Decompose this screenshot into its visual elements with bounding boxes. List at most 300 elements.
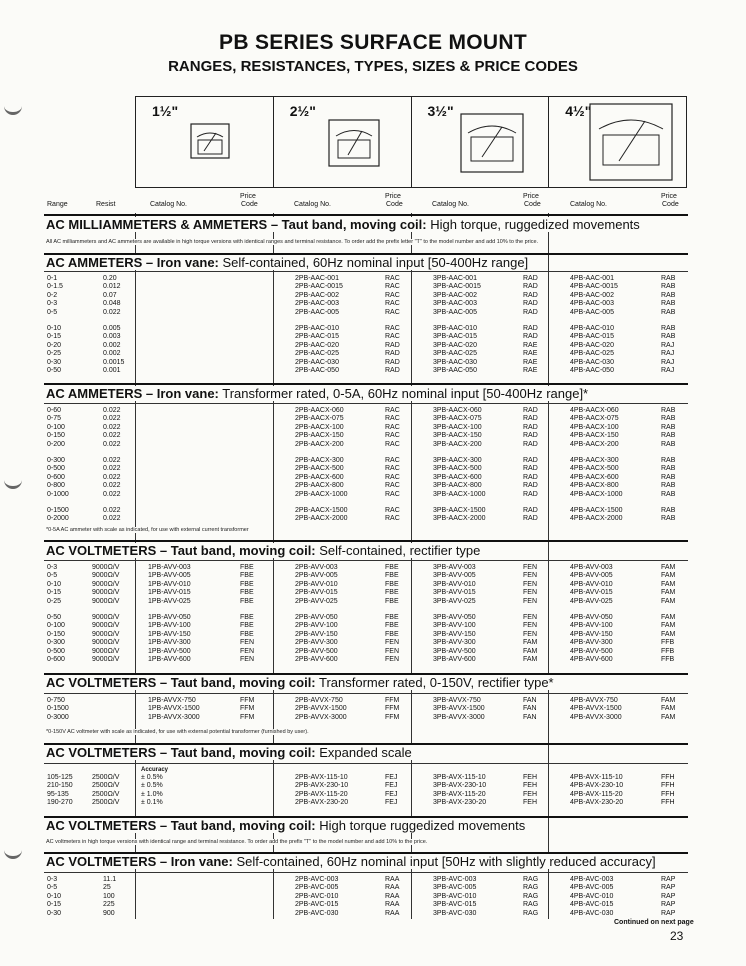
section-note: All AC milliammeters and AC ammeters are available in high torque versions with identical ranges and terminal resistance. To order add the prefix letter "T" to the model number and add 10% to the price. — [46, 239, 542, 245]
catalog-cell: 4PB-AACX-075 — [570, 415, 619, 423]
price-code-cell: FEH — [523, 774, 537, 781]
range-cell: 0-3 — [47, 876, 58, 883]
price-code-cell: RAC — [385, 407, 400, 414]
col-code: Code — [241, 201, 258, 208]
catalog-cell: 1PB-AVV-025 — [148, 597, 191, 605]
catalog-cell: 1PB-AVVX-750 — [148, 697, 196, 704]
catalog-cell: 3PB-AACX-2000 — [433, 515, 486, 523]
price-code-cell: FAN — [523, 705, 537, 713]
section-heading-bold: AC VOLTMETERS – Taut band, moving coil: — [46, 745, 316, 760]
resist-cell: 9000Ω/V — [92, 622, 120, 630]
size-cell — [411, 97, 549, 187]
binder-hole — [4, 842, 22, 859]
price-code-cell: RAD — [523, 275, 538, 282]
resist-cell: 9000Ω/V — [92, 614, 120, 621]
section-heading — [46, 675, 558, 690]
price-code-cell: RAD — [523, 473, 538, 481]
catalog-cell: 3PB-AVX-230-20 — [433, 799, 487, 807]
price-code-cell: RAD — [523, 423, 538, 431]
range-cell: 0-15 — [47, 589, 62, 597]
price-code-cell: FAN — [523, 697, 537, 704]
price-code-cell: FEN — [240, 656, 254, 663]
resist-cell: 0.022 — [103, 457, 121, 464]
catalog-cell: 4PB-AVC-030 — [570, 909, 614, 917]
size-label: 2½" — [289, 103, 316, 119]
col-resist: Resist — [96, 201, 116, 208]
range-cell: 0-500 — [47, 465, 65, 473]
price-code-cell: FAM — [523, 639, 538, 647]
range-cell: 0-60 — [47, 407, 62, 414]
resist-cell: 11.1 — [103, 876, 117, 883]
price-code-cell: FBE — [385, 597, 399, 605]
price-code-cell: FFB — [661, 647, 675, 655]
size-cell — [136, 97, 273, 187]
range-cell: 0-50 — [47, 367, 62, 374]
page-number: 23 — [670, 929, 684, 943]
catalog-cell: 3PB-AVC-005 — [433, 884, 477, 892]
catalog-cell: 3PB-AVV-015 — [433, 589, 476, 597]
price-code-cell: RAB — [661, 415, 676, 423]
catalog-cell: 4PB-AACX-800 — [570, 482, 619, 490]
price-code-cell: RAC — [385, 490, 400, 498]
catalog-cell: 3PB-AAC-030 — [433, 358, 477, 366]
resist-cell: 100 — [103, 892, 115, 900]
resist-cell: 0.022 — [103, 415, 121, 423]
catalog-cell: 2PB-AACX-060 — [295, 407, 344, 414]
price-code-cell: RAB — [661, 482, 676, 490]
price-code-cell: RAP — [661, 884, 676, 892]
price-code-cell: FBE — [240, 597, 254, 605]
price-code-cell: RAA — [385, 909, 400, 917]
price-code-cell: RAP — [661, 901, 676, 909]
catalog-cell: 2PB-AAC-050 — [295, 367, 339, 374]
column-divider — [411, 213, 412, 919]
resist-cell: 0.20 — [103, 275, 117, 282]
resist-cell: 9000Ω/V — [92, 639, 120, 647]
resist-cell: 2500Ω/V — [92, 799, 120, 807]
price-code-cell: FEN — [523, 580, 537, 588]
page-title: PB SERIES SURFACE MOUNT — [219, 31, 527, 54]
price-code-cell: FEH — [523, 799, 537, 807]
catalog-cell: 2PB-AVVX-3000 — [295, 713, 347, 721]
price-code-cell: FBE — [385, 564, 399, 571]
price-code-cell: RAD — [523, 507, 538, 514]
catalog-cell: 3PB-AAC-025 — [433, 350, 477, 358]
price-code-cell: FFH — [661, 782, 675, 790]
catalog-cell: 3PB-AVC-030 — [433, 909, 477, 917]
catalog-cell: 2PB-AVV-015 — [295, 589, 338, 597]
catalog-cell: 3PB-AVV-150 — [433, 630, 476, 638]
price-code-cell: RAD — [523, 440, 538, 448]
catalog-cell: 4PB-AVX-115-20 — [570, 790, 623, 798]
catalog-cell: 3PB-AVV-300 — [433, 639, 476, 647]
resist-cell: 0.002 — [103, 341, 121, 349]
binder-hole — [4, 472, 22, 489]
price-code-cell: FFM — [385, 713, 400, 721]
catalog-cell: 2PB-AAC-010 — [295, 325, 339, 332]
catalog-cell: 2PB-AVX-230-20 — [295, 799, 349, 807]
price-code-cell: RAB — [661, 507, 676, 514]
catalog-cell: 4PB-AAC-020 — [570, 341, 614, 349]
catalog-cell: 4PB-AVV-100 — [570, 622, 613, 630]
range-cell: 0-800 — [47, 482, 65, 490]
column-divider — [548, 213, 549, 919]
price-code-cell: RAC — [385, 440, 400, 448]
section-heading-rest: Expanded scale — [315, 745, 412, 760]
range-cell: 0-3 — [47, 300, 58, 308]
price-code-cell: RAB — [661, 325, 676, 332]
price-code-cell: RAJ — [661, 358, 675, 366]
resist-cell: 0.048 — [103, 300, 121, 308]
catalog-cell: 2PB-AVVX-750 — [295, 697, 343, 704]
range-cell: 0-5 — [47, 884, 58, 892]
resist-cell: 0.002 — [103, 350, 121, 358]
catalog-cell: 3PB-AACX-150 — [433, 432, 482, 440]
price-code-cell: RAC — [385, 465, 400, 473]
catalog-cell: 4PB-AVV-500 — [570, 647, 613, 655]
col-code: Code — [386, 201, 403, 208]
range-cell: 0-3 — [47, 564, 58, 571]
catalog-cell: 2PB-AVV-003 — [295, 564, 338, 571]
price-code-cell: RAC — [385, 457, 400, 464]
range-cell: 0-10 — [47, 325, 62, 332]
section-heading — [46, 386, 592, 401]
resist-cell: 2500Ω/V — [92, 790, 120, 798]
price-code-cell: FEJ — [385, 782, 398, 790]
catalog-cell: 2PB-AVC-005 — [295, 884, 339, 892]
catalog-cell: 2PB-AACX-150 — [295, 432, 344, 440]
resist-cell: 2500Ω/V — [92, 782, 120, 790]
range-cell: 0-75 — [47, 415, 62, 423]
price-code-cell: RAB — [661, 423, 676, 431]
continued-note: Continued on next page — [614, 919, 694, 926]
price-code-cell: RAP — [661, 876, 676, 883]
catalog-cell: 4PB-AAC-030 — [570, 358, 614, 366]
catalog-cell: 3PB-AVV-010 — [433, 580, 476, 588]
section-heading-rest: High torque ruggedized movements — [315, 818, 526, 833]
catalog-cell: 1PB-AVV-600 — [148, 656, 191, 663]
catalog-cell: 3PB-AVV-025 — [433, 597, 476, 605]
price-code-cell: RAA — [385, 901, 400, 909]
resist-cell: 0.022 — [103, 440, 121, 448]
catalog-cell: 2PB-AVV-300 — [295, 639, 338, 647]
catalog-cell: 3PB-AAC-050 — [433, 367, 477, 374]
price-code-cell: RAD — [385, 367, 400, 374]
price-code-cell: FAM — [661, 713, 676, 721]
range-cell: 0-3000 — [47, 713, 69, 721]
catalog-cell: 4PB-AVV-005 — [570, 572, 613, 580]
col-code: Code — [524, 201, 541, 208]
catalog-cell: 2PB-AVV-025 — [295, 597, 338, 605]
price-code-cell: FAM — [661, 705, 676, 713]
catalog-cell: 2PB-AVX-115-10 — [295, 774, 348, 781]
catalog-cell: 2PB-AAC-003 — [295, 300, 339, 308]
catalog-cell: 4PB-AAC-001 — [570, 275, 614, 282]
range-cell: 0-300 — [47, 457, 65, 464]
price-code-cell: FFM — [385, 697, 400, 704]
catalog-cell: 2PB-AAC-0015 — [295, 283, 343, 291]
catalog-cell: 3PB-AVX-115-20 — [433, 790, 486, 798]
section-note: *0-5A AC ammeter with scale as indicated, for use with external current transformer — [46, 527, 253, 533]
col-catalog: Catalog No. — [570, 201, 607, 208]
price-code-cell: RAP — [661, 909, 676, 917]
price-code-cell: RAD — [523, 415, 538, 423]
section-heading-rest: Self-contained, rectifier type — [315, 543, 481, 558]
price-code-cell: FEJ — [385, 799, 398, 807]
catalog-cell: 1PB-AVV-100 — [148, 622, 191, 630]
range-cell: 0-15 — [47, 901, 62, 909]
col-catalog: Catalog No. — [294, 201, 331, 208]
resist-cell: 0.005 — [103, 325, 121, 332]
price-code-cell: RAC — [385, 415, 400, 423]
catalog-cell: 3PB-AVX-115-10 — [433, 774, 486, 781]
section-heading-bold: AC VOLTMETERS – Taut band, moving coil: — [46, 675, 316, 690]
catalog-cell: 2PB-AACX-075 — [295, 415, 344, 423]
price-code-cell: RAC — [385, 507, 400, 514]
price-code-cell: FBE — [385, 589, 399, 597]
price-code-cell: FAM — [523, 647, 538, 655]
price-code-cell: FAM — [523, 656, 538, 663]
price-code-cell: RAB — [661, 308, 676, 316]
binder-hole — [4, 98, 22, 115]
catalog-cell: 4PB-AVVX-750 — [570, 697, 618, 704]
section-rule — [44, 763, 688, 764]
price-code-cell: RAD — [523, 482, 538, 490]
price-code-cell: FBE — [240, 580, 254, 588]
price-code-cell: FAM — [661, 572, 676, 580]
price-code-cell: RAD — [523, 291, 538, 299]
price-code-cell: RAD — [523, 490, 538, 498]
price-code-cell: FBE — [385, 614, 399, 621]
column-divider — [135, 213, 136, 919]
price-code-cell: RAC — [385, 515, 400, 523]
price-code-cell: RAG — [523, 884, 539, 892]
catalog-cell: 2PB-AAC-025 — [295, 350, 339, 358]
catalog-cell: 3PB-AVC-003 — [433, 876, 477, 883]
catalog-cell: 1PB-AVVX-1500 — [148, 705, 200, 713]
price-code-cell: RAG — [523, 909, 539, 917]
section-rule — [44, 271, 688, 272]
price-code-cell: FFH — [661, 799, 675, 807]
price-code-cell: FEH — [523, 782, 537, 790]
catalog-cell: 4PB-AACX-100 — [570, 423, 619, 431]
price-code-cell: RAB — [661, 300, 676, 308]
range-cell: 0-1500 — [47, 705, 69, 713]
price-code-cell: FEJ — [385, 790, 398, 798]
catalog-cell: 2PB-AVX-115-20 — [295, 790, 348, 798]
price-code-cell: RAB — [661, 291, 676, 299]
price-code-cell: FEN — [523, 572, 537, 580]
catalog-cell: 2PB-AVC-015 — [295, 901, 339, 909]
price-code-cell: RAC — [385, 482, 400, 490]
catalog-cell: 3PB-AAC-003 — [433, 300, 477, 308]
price-code-cell: FAM — [661, 597, 676, 605]
catalog-cell: 2PB-AACX-300 — [295, 457, 344, 464]
section-heading-rest: Self-contained, 60Hz nominal input [50-400Hz range] — [218, 255, 529, 270]
price-code-cell: RAD — [523, 457, 538, 464]
price-code-cell: FAM — [661, 614, 676, 621]
catalog-cell: 4PB-AVC-003 — [570, 876, 614, 883]
range-cell: 0-1000 — [47, 490, 69, 498]
range-cell: 105-125 — [47, 774, 73, 781]
price-code-cell: RAC — [385, 283, 400, 291]
price-code-cell: RAB — [661, 515, 676, 523]
section-heading-bold: AC AMMETERS – Iron vane: — [46, 255, 219, 270]
price-code-cell: FFB — [661, 656, 675, 663]
col-range: Range — [47, 201, 68, 208]
price-code-cell: FEN — [385, 656, 399, 663]
resist-cell: 0.07 — [103, 291, 117, 299]
catalog-cell: 2PB-AVV-010 — [295, 580, 338, 588]
catalog-cell: 1PB-AVV-050 — [148, 614, 191, 621]
range-cell: 0-1500 — [47, 507, 69, 514]
catalog-cell: 3PB-AVC-010 — [433, 892, 477, 900]
catalog-cell: 3PB-AACX-1500 — [433, 507, 486, 514]
price-code-cell: RAD — [523, 300, 538, 308]
catalog-cell: 3PB-AVV-600 — [433, 656, 476, 663]
accuracy-cell: ± 0.1% — [141, 799, 163, 807]
catalog-cell: 3PB-AAC-015 — [433, 333, 477, 341]
resist-cell: 0.0015 — [103, 358, 125, 366]
catalog-cell: 2PB-AVV-050 — [295, 614, 338, 621]
range-cell: 0-5 — [47, 308, 58, 316]
price-code-cell: RAD — [523, 432, 538, 440]
col-code: Code — [662, 201, 679, 208]
catalog-cell: 4PB-AACX-1000 — [570, 490, 623, 498]
price-code-cell: RAJ — [661, 341, 675, 349]
resist-cell: 9000Ω/V — [92, 597, 120, 605]
section-heading — [46, 854, 660, 869]
price-code-cell: FEN — [385, 639, 399, 647]
price-code-cell: FBE — [385, 580, 399, 588]
catalog-cell: 2PB-AVC-010 — [295, 892, 339, 900]
accuracy-cell: ± 1.0% — [141, 790, 163, 798]
range-cell: 0-2000 — [47, 515, 69, 523]
catalog-cell: 3PB-AACX-500 — [433, 465, 482, 473]
catalog-cell: 4PB-AACX-2000 — [570, 515, 623, 523]
price-code-cell: FBE — [240, 630, 254, 638]
col-price: Price — [240, 193, 256, 200]
price-code-cell: FBE — [385, 622, 399, 630]
section-heading-bold: AC VOLTMETERS – Iron vane: — [46, 854, 233, 869]
catalog-cell: 3PB-AACX-300 — [433, 457, 482, 464]
price-code-cell: RAC — [385, 300, 400, 308]
catalog-cell: 4PB-AVX-230-20 — [570, 799, 624, 807]
range-cell: 0-100 — [47, 423, 65, 431]
resist-cell: 9000Ω/V — [92, 656, 120, 663]
price-code-cell: RAB — [661, 473, 676, 481]
catalog-cell: 4PB-AVX-230-10 — [570, 782, 624, 790]
range-cell: 0-15 — [47, 333, 62, 341]
section-rule — [44, 214, 688, 216]
catalog-cell: 3PB-AACX-800 — [433, 482, 482, 490]
catalog-cell: 4PB-AACX-500 — [570, 465, 619, 473]
catalog-cell: 1PB-AVV-015 — [148, 589, 191, 597]
resist-cell: 9000Ω/V — [92, 580, 120, 588]
resist-cell: 0.022 — [103, 432, 121, 440]
catalog-cell: 4PB-AVC-005 — [570, 884, 614, 892]
price-code-cell: FEN — [240, 639, 254, 647]
catalog-cell: 3PB-AVX-230-10 — [433, 782, 487, 790]
section-heading — [46, 745, 416, 760]
price-code-cell: FBE — [385, 630, 399, 638]
catalog-cell: 3PB-AAC-001 — [433, 275, 477, 282]
catalog-cell: 4PB-AAC-002 — [570, 291, 614, 299]
price-code-cell: RAB — [661, 457, 676, 464]
catalog-cell: 2PB-AVC-030 — [295, 909, 339, 917]
price-code-cell: RAA — [385, 892, 400, 900]
section-note: *0-150V AC voltmeter with scale as indicated, for use with external potential transformer (furnished by user). — [46, 729, 313, 735]
resist-cell: 2500Ω/V — [92, 774, 120, 781]
catalog-cell: 2PB-AACX-2000 — [295, 515, 348, 523]
range-cell: 0-25 — [47, 350, 62, 358]
catalog-cell: 3PB-AAC-010 — [433, 325, 477, 332]
price-code-cell: FBE — [385, 572, 399, 580]
resist-cell: 225 — [103, 901, 115, 909]
catalog-cell: 4PB-AAC-003 — [570, 300, 614, 308]
catalog-cell: 2PB-AVV-005 — [295, 572, 338, 580]
accuracy-cell: ± 0.5% — [141, 774, 163, 781]
price-code-cell: RAC — [385, 333, 400, 341]
price-code-cell: FEN — [523, 614, 537, 621]
catalog-cell: 3PB-AVV-050 — [433, 614, 476, 621]
price-code-cell: RAB — [661, 465, 676, 473]
price-code-cell: FFB — [661, 639, 675, 647]
catalog-cell: 4PB-AACX-1500 — [570, 507, 623, 514]
price-code-cell: FBE — [240, 622, 254, 630]
price-code-cell: RAC — [385, 432, 400, 440]
price-code-cell: FEN — [523, 622, 537, 630]
catalog-cell: 2PB-AVVX-1500 — [295, 705, 347, 713]
price-code-cell: RAE — [523, 358, 538, 366]
size-header — [135, 96, 687, 188]
catalog-cell: 3PB-AVV-100 — [433, 622, 476, 630]
catalog-cell: 2PB-AACX-100 — [295, 423, 344, 431]
catalog-cell: 4PB-AVVX-3000 — [570, 713, 622, 721]
resist-cell: 0.022 — [103, 423, 121, 431]
price-code-cell: RAG — [523, 892, 539, 900]
price-code-cell: FFH — [661, 774, 675, 781]
range-cell: 0-150 — [47, 630, 65, 638]
resist-cell: 0.003 — [103, 333, 121, 341]
price-code-cell: RAE — [523, 367, 538, 374]
price-code-cell: RAC — [385, 275, 400, 282]
range-cell: 0-750 — [47, 697, 65, 704]
resist-cell: 0.022 — [103, 473, 121, 481]
price-code-cell: FEN — [385, 647, 399, 655]
price-code-cell: FAN — [523, 713, 537, 721]
price-code-cell: FAM — [661, 622, 676, 630]
catalog-cell: 4PB-AAC-005 — [570, 308, 614, 316]
price-code-cell: RAB — [661, 333, 676, 341]
price-code-cell: RAE — [523, 341, 538, 349]
catalog-cell: 2PB-AVV-150 — [295, 630, 338, 638]
accuracy-label: Accuracy — [141, 767, 169, 773]
price-code-cell: RAA — [385, 884, 400, 892]
catalog-cell: 4PB-AACX-200 — [570, 440, 619, 448]
section-rule — [44, 403, 688, 404]
section-rule — [44, 693, 688, 694]
range-cell: 0-10 — [47, 580, 62, 588]
catalog-cell: 3PB-AVV-500 — [433, 647, 476, 655]
catalog-cell: 2PB-AAC-015 — [295, 333, 339, 341]
price-code-cell: FEN — [240, 647, 254, 655]
meter-2-5-icon — [328, 119, 380, 171]
catalog-cell: 2PB-AACX-1000 — [295, 490, 348, 498]
price-code-cell: RAD — [385, 358, 400, 366]
price-code-cell: RAC — [385, 291, 400, 299]
catalog-cell: 3PB-AVVX-1500 — [433, 705, 485, 713]
